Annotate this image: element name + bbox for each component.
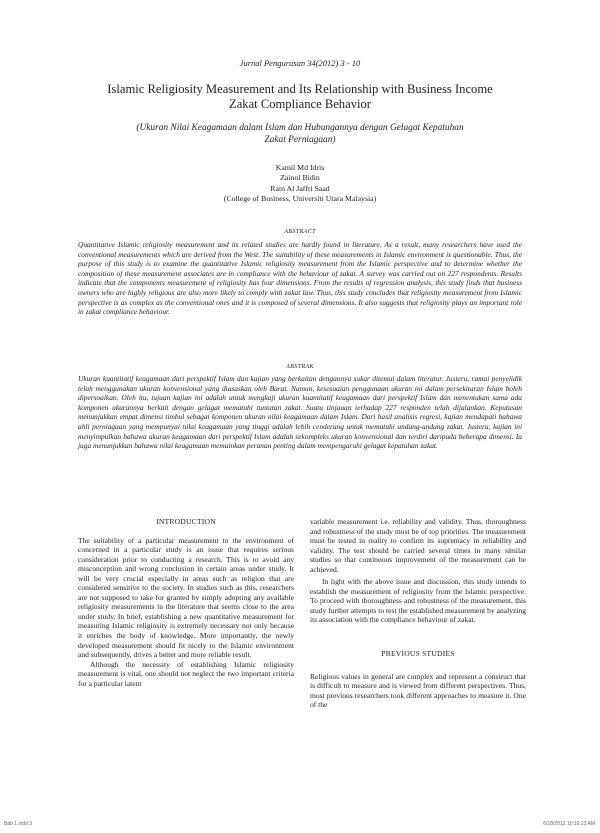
subtitle-line-1: (Ukuran Nilai Keagamaan dalam Islam dan Hubungannya dengan Gelagat Kepatuhan	[136, 123, 464, 133]
subtitle-line-2: Zakat Perniagaan)	[264, 135, 336, 145]
title-line-2: Zakat Compliance Behavior	[229, 97, 371, 111]
author-block	[150, 163, 450, 204]
abstrak-text: Ukuran kuantitatif keagamaan dari perspektif Islam dan kajian yang berkaitan dengannya sukar ditemui dalam literatur. Justeru, ramai penyelidik telah menggunakan ukuran konvensional yang diasaskan oleh Barat. Namun, kesesuaian penggunaan ukuran ini dalam persekitaran Islam boleh dipersoalkan. Oleh itu, tujuan kajian ini adalah untuk mengkaji ukuran kuantitatif keagamaan dari perspektif Islam dan menentukan sama ada komponen ukurannya berkait dengan gelagat mematuhi tuntutan zakat. Suatu tinjauan terhadap 227 responden telah dijalankan. Keputusan menunjukkan empat dimensi timbul sebagai komponen ukuran nilai keagamaan dalam Islam. Dari hasil analisis regresi, kajian mendapati bahawa ahli perniagaan yang mempunyai nilai keagamaan yang tinggi adalah lebih cenderung untuk mematuhi undang-undang zakat. Justeru, kajian ini menyimpulkan bahawa ukuran keagamaan dari perspektif Islam adalah sekompleks ukuran konvensional dan terdiri daripada beberapa dimensi. Ia juga menunjukkan bahawa nilai keagamaan memainkan peranan penting dalam mempengaruhi gelagat kepatuhan zakat.	[78, 374, 522, 451]
footer-timestamp: 6/18/2012 10:19:23 AM	[543, 821, 595, 827]
body-paragraph: In light with the above issue and discussion, this study intends to establish the measurement of religiosity from the Islamic perspective. To proceed with thoroughness and robustness of the measurement, this study further attempts to test the established measurement by analyzing its association with the compliance behaviour of zakat.	[310, 577, 526, 625]
body-paragraph: Religious values in general are complex and represent a construct that is difficult to measure and is viewed from different perspectives. Thus, most previous researchers took different approaches to measure it. One of the	[310, 671, 526, 710]
abstrak-heading: ABSTRAK	[286, 363, 314, 370]
title-line-1: Islamic Religiosity Measurement and Its Relationship with Business Income	[107, 82, 493, 96]
body-paragraph: variable measurement i.e. reliability and validity. Thus, thoroughness and robustness of the study must be of top priorities. The measurement must be tested in reality to confirm its supremacy in reliability and validity. The test should be carried several times in many similar studies so that continuous improvement of the measurement can be achieved.	[310, 517, 526, 574]
paper-subtitle	[90, 122, 510, 146]
author-affiliation: (College of Business, Universiti Utara Malaysia)	[223, 193, 377, 203]
paper-title	[80, 82, 520, 112]
author-name: Zainol Bidin	[280, 173, 320, 183]
journal-header: Jurnal Pengurusan 34(2012) 3 - 10	[239, 58, 361, 68]
intro-paragraph-2: Although the necessity of establishing Islamic religiosity measurement is vital, one should not neglect the two important criteria for a particular latent	[78, 659, 294, 688]
author-name: Kamil Md Idris	[275, 163, 325, 172]
previous-studies-heading: PREVIOUS STUDIES	[381, 649, 455, 659]
abstract-heading: ABSTRACT	[284, 228, 316, 235]
right-column	[310, 517, 526, 710]
left-column	[78, 517, 294, 688]
introduction-heading: INTRODUCTION	[156, 517, 216, 526]
abstract-text: Quantitative Islamic religiosity measurement and its related studies are hardly found in literature. As a result, many researchers have used the conventional measurements which are derived from the West. The suitability of these measurements in Islamic environment is questionable. Thus, the purpose of this study is to examine the quantitative Islamic religiosity measurement from the Islamic perspective and to determine whether the composition of these measurement associates are in compliance with the behaviour of zakat. A survey was carried out on 227 respondents. Results indicate that the components measurement of religiosity has four dimensions. From the results of regression analysis, this study finds that business owners who are highly religious are also more likely to comply with zakat law. Thus, this study concludes that religiosity measurement from Islamic perspective is as complex as the conventional ones and it is composed of several dimensions. It also suggests that religiosity plays an important role in zakat compliance behaviour.	[78, 240, 522, 317]
author-name: Ram Al Jaffri Saad	[270, 183, 330, 193]
footer-file-label: Bab 1.indd 3	[4, 821, 33, 827]
intro-paragraph-1: The suitability of a particular measurement to the environment of concerned in a particular study is an issue that requires serious consideration prior to conducting a research. This is to avoid any misconception and wrong conclusion in certain areas under study. It will be very crucial especially in areas such as religion that are considered sensitive to the society. In studies such as this, researchers are not supposed to take for granted by simply adopting any available religiosity measurements in the literature that seems close to the area under study. In brief, establishing a new quantitative measurement for measuring Islamic religiosity is extremely necessary not only because it enriches the body of knowledge. More importantly, the newly developed measurement should fit nicely to the Islamic environment and subsequently, drives a better and more reliable result.	[78, 535, 294, 660]
